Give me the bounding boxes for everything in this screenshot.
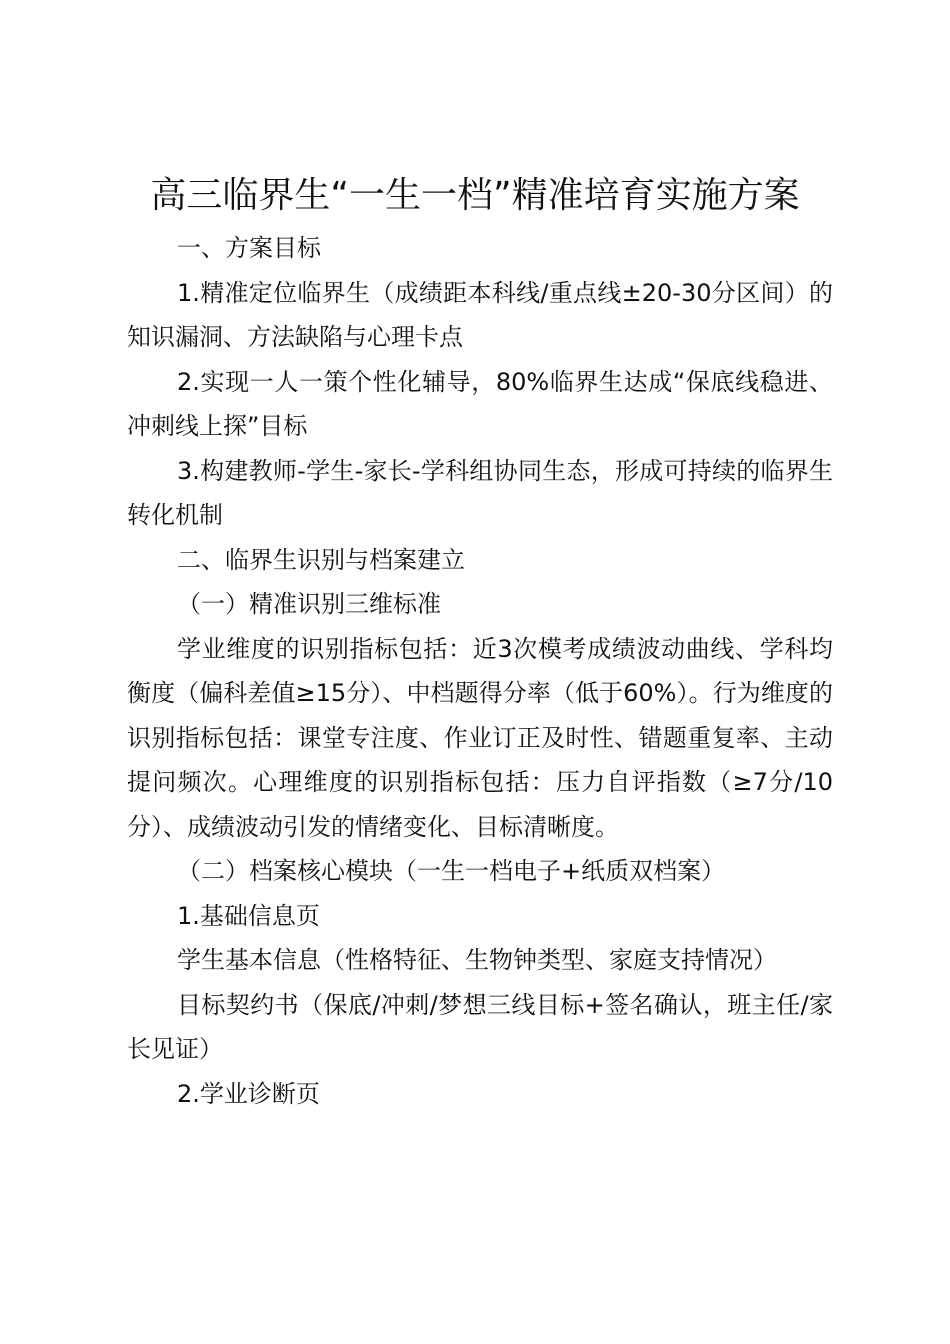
identification-criteria-paragraph: 学业维度的识别指标包括：近3次模考成绩波动曲线、学科均衡度（偏科差值≥15分）、中档题得分率（低于60%）。行为维度的识别指标包括：课堂专注度、作业订正及时性、错题重复率、主动提问频次。心理维度的识别指标包括：压力自评指数（≥7分/10分）、成绩波动引发的情绪变化、目标清晰度。 bbox=[127, 634, 833, 841]
document-title: 高三临界生“一生一档”精准培育实施方案 bbox=[150, 175, 800, 216]
basic-info-item: 学生基本信息（性格特征、生物钟类型、家庭支持情况） bbox=[177, 946, 777, 974]
subheading-archive-modules: （二）档案核心模块（一生一档电子+纸质双档案） bbox=[177, 857, 726, 885]
heading-section-1: 一、方案目标 bbox=[177, 234, 321, 262]
subheading-identification: （一）精准识别三维标准 bbox=[177, 590, 441, 618]
document-body bbox=[127, 226, 833, 1116]
goal-item-3: 3.构建教师-学生-家长-学科组协同生态，形成可持续的临界生转化机制 bbox=[127, 456, 833, 529]
target-contract-item: 目标契约书（保底/冲刺/梦想三线目标+签名确认，班主任/家长见证） bbox=[127, 990, 833, 1063]
module-academic-diagnosis-heading: 2.学业诊断页 bbox=[177, 1079, 320, 1108]
module-basic-info-heading: 1.基础信息页 bbox=[177, 901, 320, 930]
goal-item-1: 1.精准定位临界生（成绩距本科线/重点线±20-30分区间）的知识漏洞、方法缺陷与心理卡点 bbox=[127, 278, 833, 351]
heading-section-2: 二、临界生识别与档案建立 bbox=[177, 545, 465, 574]
goal-item-2: 2.实现一人一策个性化辅导，80%临界生达成“保底线稳进、冲刺线上探”目标 bbox=[127, 367, 833, 440]
